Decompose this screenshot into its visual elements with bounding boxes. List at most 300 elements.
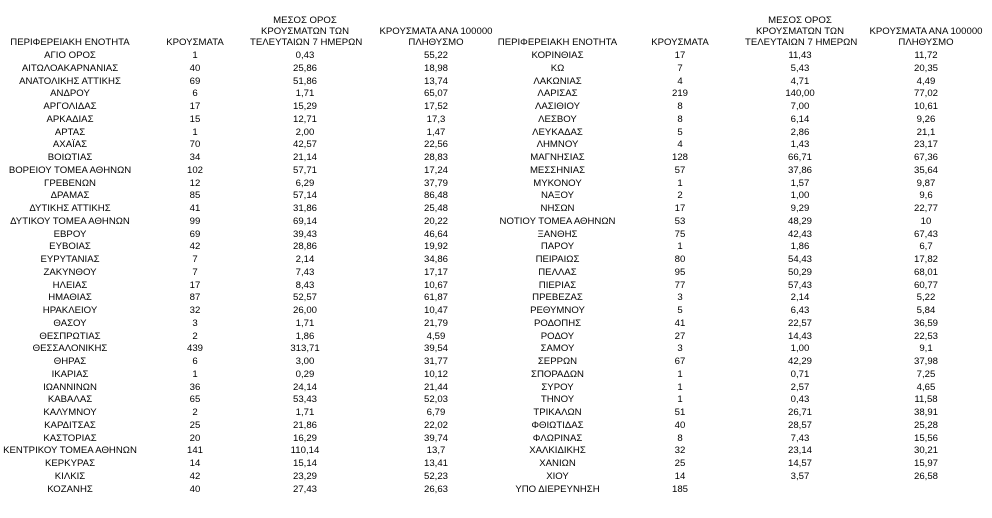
left-cases-cell: 12 <box>189 177 201 189</box>
left-region-name-cell: ΕΥΒΟΙΑΣ <box>49 241 91 253</box>
right-avg-7-days-cell: 7,43 <box>790 432 810 444</box>
table-row <box>0 165 992 178</box>
left-cases-cell: 99 <box>189 215 201 227</box>
left-cases-cell: 36 <box>189 381 201 393</box>
right-cases-per-100k-cell: 25,28 <box>913 419 938 431</box>
right-cases-per-100k-cell: 36,59 <box>913 317 938 329</box>
right-cases-cell: 67 <box>674 356 686 367</box>
left-cases-cell: 7 <box>192 266 198 278</box>
left-per100k-header-line2: ΠΛΗΘΥΣΜΟ <box>408 37 464 48</box>
left-cases-cell: 141 <box>186 445 203 457</box>
left-cases-per-100k-cell: 17,17 <box>423 266 448 278</box>
right-cases-per-100k-cell: 77,02 <box>913 88 938 100</box>
left-avg-7-days-cell: 12,71 <box>292 113 317 125</box>
table-row <box>0 229 992 242</box>
left-cases-cell: 1 <box>192 126 198 138</box>
left-cases-cell: 1 <box>192 50 198 61</box>
left-cases-per-100k-cell: 22,56 <box>423 139 448 151</box>
right-cases-cell: 7 <box>677 62 683 74</box>
left-cases-per-100k-cell: 1,47 <box>426 126 446 138</box>
table-header <box>0 0 992 50</box>
right-cases-per-100k-cell: 22,77 <box>913 203 938 214</box>
right-cases-cell: 1 <box>677 368 683 380</box>
left-cases-cell: 42 <box>189 470 201 482</box>
left-avg-7-days-cell: 69,14 <box>292 215 317 227</box>
left-region-name-cell: ΑΝΔΡΟΥ <box>50 88 90 100</box>
right-avg-7-days-cell: 6,43 <box>790 305 810 316</box>
left-avg-7-days-cell: 7,43 <box>295 266 315 278</box>
left-avg-7-days-cell: 1,71 <box>295 88 315 100</box>
left-cases-cell: 7 <box>192 254 198 265</box>
right-cases-per-100k-cell: 67,36 <box>913 152 938 163</box>
right-region-name-cell: ΤΡΙΚΑΛΩΝ <box>533 407 582 418</box>
right-cases-cell: 219 <box>671 88 688 100</box>
right-avg-7-days-cell: 14,57 <box>787 458 812 469</box>
left-region-name-cell: ΒΟΙΩΤΙΑΣ <box>47 152 93 163</box>
right-avg-7-days-cell: 42,43 <box>787 228 812 240</box>
right-cases-cell: 40 <box>674 419 686 431</box>
right-cases-cell: 95 <box>674 266 686 278</box>
right-cases-cell: 3 <box>677 343 683 355</box>
table-row <box>0 484 992 497</box>
left-region-name-cell: ΗΜΑΘΙΑΣ <box>48 292 92 304</box>
table-row <box>0 458 992 471</box>
table-row <box>0 356 992 369</box>
table-row <box>0 114 992 127</box>
table-row <box>0 318 992 331</box>
table-row <box>0 178 992 191</box>
left-avg-7-days-cell: 52,57 <box>292 292 317 304</box>
right-cases-cell: 14 <box>674 470 686 482</box>
right-avg-7-days-cell: 3,57 <box>790 470 810 482</box>
table-row <box>0 152 992 165</box>
right-cases-per-100k-cell: 10,61 <box>913 101 938 112</box>
left-cases-per-100k-cell: 86,48 <box>423 190 448 202</box>
table-row <box>0 445 992 458</box>
left-cases-per-100k-cell: 19,92 <box>423 241 448 253</box>
left-region-name-cell: ΒΟΡΕΙΟΥ ΤΟΜΕΑ ΑΘΗΝΩΝ <box>8 164 132 176</box>
right-cases-header: ΚΡΟΥΣΜΑΤΑ <box>651 37 709 48</box>
left-cases-cell: 32 <box>189 305 201 316</box>
right-cases-cell: 53 <box>674 215 686 227</box>
left-avg-7-days-cell: 3,00 <box>295 356 315 367</box>
right-region-name-cell: ΡΕΘΥΜΝΟΥ <box>530 305 585 316</box>
right-avg-7-days-cell: 54,43 <box>787 254 812 265</box>
right-region-name-cell: ΛΑΣΙΘΙΟΥ <box>534 101 581 112</box>
right-cases-cell: 80 <box>674 254 686 265</box>
right-region-name-cell: ΚΟΡΙΝΘΙΑΣ <box>531 50 584 61</box>
left-cases-cell: 17 <box>189 279 201 291</box>
left-cases-per-100k-cell: 20,22 <box>423 215 448 227</box>
table-row <box>0 407 992 420</box>
left-avg-7-days-cell: 53,43 <box>292 394 317 406</box>
left-cases-cell: 2 <box>192 330 198 342</box>
right-region-name-cell: ΝΗΣΩΝ <box>540 203 575 214</box>
table-row <box>0 203 992 216</box>
left-avg-7-days-cell: 57,71 <box>292 164 317 176</box>
right-avg-7-days-cell: 7,00 <box>790 101 810 112</box>
right-avg-7-days-cell: 23,14 <box>787 445 812 457</box>
left-avg-7-days-cell: 313,71 <box>290 343 320 355</box>
right-avg-7-days-cell: 4,71 <box>790 75 810 87</box>
left-avg-7-days-cell: 15,14 <box>292 458 317 469</box>
left-avg-7-days-cell: 42,57 <box>292 139 317 151</box>
right-cases-cell: 8 <box>677 432 683 444</box>
right-cases-per-100k-cell <box>862 484 990 497</box>
right-avg-7-days-cell: 28,57 <box>787 419 812 431</box>
left-cases-per-100k-cell: 37,79 <box>423 177 448 189</box>
right-avg-7-days-cell <box>745 484 855 497</box>
left-region-name-cell: ΑΓΙΟ ΟΡΟΣ <box>44 50 96 61</box>
table-row <box>0 76 992 89</box>
right-region-name-cell: ΣΕΡΡΩΝ <box>537 356 578 367</box>
left-region-name-cell: ΑΝΑΤΟΛΙΚΗΣ ΑΤΤΙΚΗΣ <box>19 75 121 87</box>
left-cases-per-100k-cell: 4,59 <box>426 330 446 342</box>
right-region-name-cell: ΣΑΜΟΥ <box>540 343 575 355</box>
right-cases-cell: 57 <box>674 164 686 176</box>
right-cases-per-100k-cell: 26,58 <box>913 470 938 482</box>
right-region-name-cell: ΠΡΕΒΕΖΑΣ <box>532 292 583 304</box>
left-cases-per-100k-cell: 55,22 <box>423 50 448 61</box>
left-cases-cell: 439 <box>186 343 203 355</box>
right-region-name-cell: ΧΙΟΥ <box>546 470 569 482</box>
right-cases-cell: 3 <box>677 292 683 304</box>
right-region-name-cell: ΛΗΜΝΟΥ <box>536 139 579 151</box>
right-avg-7-days-cell: 2,14 <box>790 292 810 304</box>
right-cases-per-100k-cell: 4,49 <box>916 75 936 87</box>
left-region-name-cell: ΕΥΡΥΤΑΝΙΑΣ <box>40 254 100 265</box>
left-region-name-cell: ΘΑΣΟΥ <box>53 317 87 329</box>
left-cases-per-100k-cell: 52,03 <box>423 394 448 406</box>
left-cases-per-100k-cell: 22,02 <box>423 419 448 431</box>
left-cases-per-100k-cell: 6,79 <box>426 407 446 418</box>
right-cases-per-100k-cell: 15,56 <box>913 432 938 444</box>
table-row <box>0 394 992 407</box>
left-cases-cell: 6 <box>192 356 198 367</box>
left-cases-per-100k-cell: 39,54 <box>423 343 448 355</box>
left-cases-per-100k-cell: 25,48 <box>423 203 448 214</box>
table-row <box>0 292 992 305</box>
left-cases-cell: 25 <box>189 419 201 431</box>
left-region-name-cell: ΘΗΡΑΣ <box>53 356 87 367</box>
right-cases-cell: 17 <box>674 50 686 61</box>
right-cases-per-100k-cell: 17,82 <box>913 254 938 265</box>
left-region-name-cell: ΔΡΑΜΑΣ <box>50 190 90 202</box>
left-cases-cell: 87 <box>189 292 201 304</box>
right-region-name-cell: ΣΠΟΡΑΔΩΝ <box>531 368 584 380</box>
left-avg-7-days-cell: 21,86 <box>292 419 317 431</box>
right-cases-per-100k-cell: 11,58 <box>914 394 938 406</box>
left-avg-header-line1: ΜΕΣΟΣ ΟΡΟΣ <box>273 15 337 26</box>
left-avg-7-days-cell: 24,14 <box>292 381 317 393</box>
left-avg-7-days-cell: 16,29 <box>292 432 317 444</box>
right-region-name-cell: ΣΥΡΟΥ <box>541 381 574 393</box>
left-cases-per-100k-cell: 10,67 <box>423 279 448 291</box>
right-region-name-cell: ΛΕΥΚΑΔΑΣ <box>532 126 583 138</box>
right-cases-per-100k-cell: 30,21 <box>913 445 938 457</box>
table-row <box>0 88 992 101</box>
right-cases-per-100k-cell: 9,6 <box>919 190 933 202</box>
right-cases-per-100k-cell: 60,77 <box>913 279 938 291</box>
left-region-name-cell: ΚΑΛΥΜΝΟΥ <box>43 407 97 418</box>
left-region-name-cell: ΚΑΣΤΟΡΙΑΣ <box>43 432 97 444</box>
right-region-name-cell: ΚΩ <box>550 62 565 74</box>
right-cases-cell: 5 <box>677 126 683 138</box>
right-cases-per-100k-cell: 37,98 <box>913 356 938 367</box>
right-cases-per-100k-cell: 10 <box>920 215 932 227</box>
left-region-name-cell: ΚΑΡΔΙΤΣΑΣ <box>44 419 96 431</box>
right-cases-cell: 75 <box>674 228 686 240</box>
left-region-name-cell: ΗΡΑΚΛΕΙΟΥ <box>42 305 98 316</box>
left-avg-7-days-cell: 2,00 <box>295 126 315 138</box>
left-avg-7-days-cell: 15,29 <box>292 101 317 112</box>
right-cases-cell: 77 <box>674 279 686 291</box>
right-avg-7-days-cell: 14,43 <box>787 330 812 342</box>
table-row <box>0 331 992 344</box>
right-avg-7-days-cell: 0,71 <box>790 368 810 380</box>
right-cases-per-100k-cell: 35,64 <box>913 164 938 176</box>
left-avg-header-line2: ΚΡΟΥΣΜΑΤΩΝ ΤΩΝ <box>260 26 350 37</box>
left-avg-7-days-cell: 8,43 <box>295 279 315 291</box>
left-avg-7-days-cell: 21,14 <box>292 152 317 163</box>
right-region-name-cell: ΜΑΓΝΗΣΙΑΣ <box>530 152 585 163</box>
left-cases-cell: 102 <box>186 164 203 176</box>
left-cases-per-100k-cell: 52,23 <box>423 470 448 482</box>
left-cases-per-100k-cell: 10,47 <box>423 305 448 316</box>
right-avg-7-days-cell: 0,43 <box>790 394 810 406</box>
left-cases-per-100k-cell: 10,12 <box>423 368 448 380</box>
right-region-name-cell: ΧΑΛΚΙΔΙΚΗΣ <box>529 445 586 457</box>
right-cases-cell: 51 <box>674 407 686 418</box>
left-cases-per-100k-cell: 13,41 <box>423 458 448 469</box>
right-per100k-header-line2: ΠΛΗΘΥΣΜΟ <box>898 37 954 48</box>
left-region-name-cell: ΓΡΕΒΕΝΩΝ <box>44 177 96 189</box>
right-region-name-cell: ΠΕΛΛΑΣ <box>538 266 577 278</box>
right-region-name-cell: ΡΟΔΟΥ <box>540 330 575 342</box>
right-region-name-cell: ΤΗΝΟΥ <box>540 394 575 406</box>
left-cases-per-100k-cell: 31,77 <box>423 356 448 367</box>
right-cases-per-100k-cell: 9,87 <box>916 177 936 189</box>
table-row <box>0 190 992 203</box>
table-row <box>0 216 992 229</box>
right-cases-cell: 5 <box>677 305 683 316</box>
left-region-name-cell: ΙΚΑΡΙΑΣ <box>51 368 89 380</box>
left-avg-7-days-cell: 110,14 <box>290 445 320 457</box>
left-cases-cell: 34 <box>189 152 201 163</box>
left-cases-per-100k-cell: 18,98 <box>423 62 448 74</box>
table-row <box>0 382 992 395</box>
right-region-name-cell: ΝΟΤΙΟΥ ΤΟΜΕΑ ΑΘΗΝΩΝ <box>499 215 616 227</box>
table-row <box>0 254 992 267</box>
right-avg-7-days-cell: 11,43 <box>788 50 812 61</box>
left-cases-per-100k-cell: 28,83 <box>423 152 448 163</box>
right-region-name-cell: ΛΑΚΩΝΙΑΣ <box>533 75 582 87</box>
left-cases-cell: 40 <box>189 483 201 495</box>
right-avg-7-days-cell: 1,57 <box>790 177 810 189</box>
right-cases-per-100k-cell: 67,43 <box>913 228 938 240</box>
right-avg-7-days-cell: 1,00 <box>790 343 810 355</box>
right-cases-cell: 4 <box>677 139 683 151</box>
right-avg-7-days-cell: 37,86 <box>787 164 812 176</box>
left-cases-cell: 1 <box>192 368 198 380</box>
right-cases-per-100k-cell: 5,22 <box>916 292 936 304</box>
right-region-name-cell: ΦΛΩΡΙΝΑΣ <box>532 432 583 444</box>
right-cases-cell: 128 <box>671 152 688 163</box>
left-cases-cell: 15 <box>189 113 201 125</box>
right-region-name-cell: ΜΥΚΟΝΟΥ <box>533 177 582 189</box>
left-region-name-cell: ΚΕΡΚΥΡΑΣ <box>44 458 95 469</box>
right-avg-7-days-cell: 48,29 <box>787 215 812 227</box>
right-avg-7-days-cell: 26,71 <box>787 407 812 418</box>
left-cases-cell: 14 <box>189 458 201 469</box>
left-cases-per-100k-cell: 39,74 <box>423 432 448 444</box>
right-avg-header-line1: ΜΕΣΟΣ ΟΡΟΣ <box>768 15 832 26</box>
right-cases-cell: 8 <box>677 113 683 125</box>
right-avg-7-days-cell: 66,71 <box>787 152 812 163</box>
right-region-name-cell: ΠΑΡΟΥ <box>540 241 575 253</box>
right-cases-cell: 25 <box>674 458 686 469</box>
right-cases-cell: 1 <box>677 394 683 406</box>
right-cases-per-100k-cell: 4,65 <box>916 381 936 393</box>
left-region-name-cell: ΕΒΡΟΥ <box>53 228 87 240</box>
left-cases-cell: 20 <box>189 432 201 444</box>
left-cases-per-100k-cell: 26,63 <box>423 483 448 495</box>
right-avg-7-days-cell: 5,43 <box>790 62 810 74</box>
left-region-name-cell: ΑΡΓΟΛΙΔΑΣ <box>43 101 97 112</box>
right-avg-7-days-cell: 1,00 <box>790 190 810 202</box>
table-row <box>0 50 992 63</box>
left-cases-per-100k-cell: 34,86 <box>423 254 448 265</box>
left-region-name-cell: ΑΡΚΑΔΙΑΣ <box>46 113 94 125</box>
left-cases-per-100k-cell: 17,24 <box>423 164 448 176</box>
left-cases-cell: 85 <box>189 190 201 202</box>
left-cases-per-100k-cell: 13,74 <box>423 75 448 87</box>
left-cases-per-100k-cell: 61,87 <box>423 292 448 304</box>
right-region-name-cell: ΝΑΞΟΥ <box>540 190 575 202</box>
right-region-name-cell: ΛΑΡΙΣΑΣ <box>537 88 578 100</box>
left-avg-7-days-cell: 23,29 <box>292 470 317 482</box>
right-cases-cell: 27 <box>674 330 686 342</box>
table-row <box>0 127 992 140</box>
left-cases-cell: 42 <box>189 241 201 253</box>
left-cases-cell: 6 <box>192 88 198 100</box>
right-cases-per-100k-cell: 15,97 <box>913 458 938 469</box>
left-cases-per-100k-cell: 21,79 <box>423 317 448 329</box>
right-avg-header-line3: ΤΕΛΕΥΤΑΙΩΝ 7 ΗΜΕΡΩΝ <box>745 37 858 48</box>
right-cases-per-100k-cell: 9,1 <box>919 343 933 355</box>
table-row <box>0 101 992 114</box>
right-avg-7-days-cell: 57,43 <box>787 279 812 291</box>
right-avg-7-days-cell: 1,86 <box>790 241 810 253</box>
left-avg-7-days-cell: 39,43 <box>292 228 317 240</box>
left-avg-7-days-cell: 2,14 <box>295 254 315 265</box>
table-row <box>0 241 992 254</box>
left-cases-per-100k-cell: 46,64 <box>423 228 448 240</box>
left-region-name-cell: ΑΧΑΪΑΣ <box>52 139 88 151</box>
right-cases-cell: 1 <box>677 381 683 393</box>
right-avg-header-line2: ΚΡΟΥΣΜΑΤΩΝ ΤΩΝ <box>755 26 845 37</box>
table-row <box>0 471 992 484</box>
left-region-name-cell: ΘΕΣΣΑΛΟΝΙΚΗΣ <box>32 343 108 355</box>
left-cases-per-100k-cell: 13,7 <box>426 445 446 457</box>
left-avg-7-days-cell: 26,00 <box>292 305 317 316</box>
left-region-name-cell: ΚΟΖΑΝΗΣ <box>47 483 93 495</box>
left-region-name-cell: ΔΥΤΙΚΟΥ ΤΟΜΕΑ ΑΘΗΝΩΝ <box>10 215 130 227</box>
right-avg-7-days-cell: 50,29 <box>787 266 812 278</box>
right-region-name-cell: ΥΠΟ ΔΙΕΡΕΥΝΗΣΗ <box>515 483 600 495</box>
right-per100k-header-line1: ΚΡΟΥΣΜΑΤΑ ΑΝΑ 100000 <box>869 26 983 37</box>
table-row <box>0 280 992 293</box>
right-cases-cell: 1 <box>677 241 683 253</box>
table-row <box>0 433 992 446</box>
right-cases-per-100k-cell: 7,25 <box>916 368 936 380</box>
left-region-name-cell: ΘΕΣΠΡΩΤΙΑΣ <box>39 330 101 342</box>
left-avg-7-days-cell: 57,14 <box>292 190 317 202</box>
left-cases-cell: 70 <box>189 139 201 151</box>
left-cases-per-100k-cell: 17,3 <box>426 113 446 125</box>
right-region-name-cell: ΠΙΕΡΙΑΣ <box>538 279 577 291</box>
left-region-name-cell: ΚΙΛΚΙΣ <box>54 470 86 482</box>
left-region-header: ΠΕΡΙΦΕΡΕΙΑΚΗ ΕΝΟΤΗΤΑ <box>10 37 130 48</box>
table-row <box>0 305 992 318</box>
left-avg-7-days-cell: 0,29 <box>295 368 315 380</box>
left-cases-cell: 69 <box>189 228 201 240</box>
right-cases-per-100k-cell: 9,26 <box>916 113 936 125</box>
table-row <box>0 343 992 356</box>
right-avg-7-days-cell: 1,43 <box>790 139 810 151</box>
right-cases-cell: 2 <box>677 190 683 202</box>
left-cases-cell: 17 <box>189 101 201 112</box>
right-cases-per-100k-cell: 20,35 <box>913 62 938 74</box>
left-per100k-header-line1: ΚΡΟΥΣΜΑΤΑ ΑΝΑ 100000 <box>379 26 493 37</box>
right-region-name-cell: ΧΑΝΙΩΝ <box>539 458 576 469</box>
right-region-name-cell: ΞΑΝΘΗΣ <box>537 228 578 240</box>
left-avg-7-days-cell: 6,29 <box>295 177 315 189</box>
right-region-header: ΠΕΡΙΦΕΡΕΙΑΚΗ ΕΝΟΤΗΤΑ <box>497 37 618 48</box>
left-avg-7-days-cell: 1,71 <box>295 407 315 418</box>
left-cases-cell: 41 <box>189 203 201 214</box>
left-avg-7-days-cell: 25,86 <box>292 62 317 74</box>
left-avg-7-days-cell: 31,86 <box>292 203 317 214</box>
right-cases-per-100k-cell: 21,1 <box>916 126 936 138</box>
left-cases-cell: 69 <box>189 75 201 87</box>
right-avg-7-days-cell: 22,57 <box>787 317 812 329</box>
table-row <box>0 139 992 152</box>
left-avg-7-days-cell: 1,71 <box>295 317 315 329</box>
left-region-name-cell: ΑΡΤΑΣ <box>54 126 86 138</box>
right-cases-cell: 4 <box>677 75 683 87</box>
table-row <box>0 420 992 433</box>
right-cases-cell: 32 <box>674 445 686 457</box>
left-avg-7-days-cell: 1,86 <box>295 330 315 342</box>
left-cases-per-100k-cell: 65,07 <box>423 88 448 100</box>
left-avg-header-line3: ΤΕΛΕΥΤΑΙΩΝ 7 ΗΜΕΡΩΝ <box>250 37 363 48</box>
table-row <box>0 369 992 382</box>
left-region-name-cell: ΚΕΝΤΡΙΚΟΥ ΤΟΜΕΑ ΑΘΗΝΩΝ <box>3 445 137 457</box>
left-region-name-cell: ΖΑΚΥΝΘΟΥ <box>43 266 97 278</box>
right-avg-7-days-cell: 140,00 <box>785 88 815 100</box>
right-region-name-cell: ΛΕΣΒΟΥ <box>538 113 577 125</box>
left-avg-7-days-cell: 27,43 <box>292 483 317 495</box>
right-cases-cell: 185 <box>671 483 688 495</box>
left-cases-cell: 65 <box>189 394 201 406</box>
right-avg-7-days-cell: 6,14 <box>790 113 810 125</box>
right-avg-7-days-cell: 9,29 <box>790 203 810 214</box>
right-avg-7-days-cell: 2,57 <box>790 381 810 393</box>
right-cases-cell: 1 <box>677 177 683 189</box>
right-region-name-cell: ΠΕΙΡΑΙΩΣ <box>535 254 580 265</box>
table-row <box>0 63 992 76</box>
